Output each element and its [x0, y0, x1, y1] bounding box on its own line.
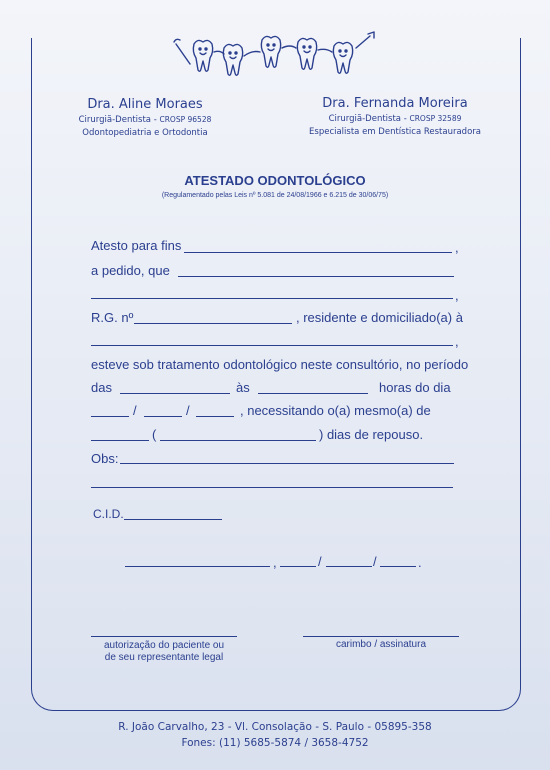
document-title: ATESTADO ODONTOLÓGICO [184, 173, 366, 188]
doctor-right-crosp: CROSP 32589 [409, 114, 462, 123]
footer-phones: Fones: (11) 5685-5874 / 3658-4752 [181, 737, 369, 749]
smiling-teeth-logo [172, 30, 378, 80]
period: . [418, 555, 422, 570]
comma-2: , [455, 288, 459, 303]
das-label: das [91, 380, 112, 395]
day-field[interactable] [91, 416, 129, 417]
page-border [31, 38, 521, 711]
year-field[interactable] [196, 416, 234, 417]
tratamento-text: esteve sob tratamento odontológico neste consultório, no período [91, 357, 469, 372]
comma-1: , [455, 240, 459, 255]
slash-4: / [373, 554, 377, 569]
doctor-left-block [60, 97, 230, 138]
patient-name-field-2[interactable] [91, 298, 453, 299]
slash-3: / [318, 554, 322, 569]
doctor-right-name: Dra. Fernanda Moreira [322, 96, 468, 111]
doctor-left-crosp: CROSP 96528 [159, 115, 212, 124]
obs-label: Obs: [91, 451, 119, 466]
patient-name-field[interactable] [178, 276, 454, 277]
atesto-label: Atesto para fins [91, 238, 182, 253]
sign-month-field[interactable] [326, 566, 372, 567]
stamp-signature-line[interactable] [303, 636, 459, 637]
comma-3: , [455, 334, 459, 349]
residente-label: , residente e domiciliado(a) à [296, 310, 463, 325]
horas-label: horas do dia [379, 380, 451, 395]
fins-field[interactable] [184, 252, 452, 253]
patient-signature-line[interactable] [91, 636, 237, 637]
start-time-field[interactable] [120, 393, 230, 394]
stamp-signature-label: carimbo / assinatura [335, 639, 427, 650]
cid-field[interactable] [124, 519, 222, 520]
comma-4: , [273, 555, 277, 570]
sign-year-field[interactable] [380, 566, 416, 567]
cid-label: C.I.D. [93, 507, 124, 521]
doctor-left-specialty: Odontopediatria e Ortodontia [82, 128, 208, 138]
rg-field[interactable] [134, 323, 292, 324]
doctor-left-name: Dra. Aline Moraes [87, 97, 203, 112]
address-field[interactable] [91, 345, 453, 346]
city-field[interactable] [125, 566, 270, 567]
doctor-left-title: Cirurgiã-Dentista - CROSP 96528 [78, 115, 212, 125]
slash-1: / [133, 403, 137, 418]
slash-2: / [186, 403, 190, 418]
doctor-right-specialty: Especialista em Dentística Restauradora [309, 127, 481, 137]
paren-open: ( [152, 427, 157, 442]
as-label: às [236, 380, 250, 395]
dias-label: ) dias de repouso. [319, 427, 424, 442]
document-subtitle: (Regulamentado pelas Leis nº 5.081 de 24/08/1966 e 6.215 de 30/06/75) [161, 192, 389, 199]
sign-day-field[interactable] [280, 566, 316, 567]
end-time-field[interactable] [258, 393, 368, 394]
rest-days-written-field[interactable] [160, 440, 316, 441]
doctor-right-title: Cirurgiã-Dentista - CROSP 32589 [328, 114, 462, 124]
patient-signature-label: autorização do paciente ou de seu representante legal [103, 640, 225, 663]
footer-address: R. João Carvalho, 23 - Vl. Consolação - S. Paulo - 05895-358 [118, 721, 432, 733]
obs-field[interactable] [120, 463, 454, 464]
month-field[interactable] [144, 416, 182, 417]
obs-field-2[interactable] [91, 487, 453, 488]
doctor-right-block [292, 96, 498, 137]
rest-days-number-field[interactable] [91, 440, 149, 441]
rg-label: R.G. nº [91, 310, 134, 325]
pedido-label: a pedido, que [91, 263, 170, 278]
necessitando-text: , necessitando o(a) mesmo(a) de [240, 403, 431, 418]
